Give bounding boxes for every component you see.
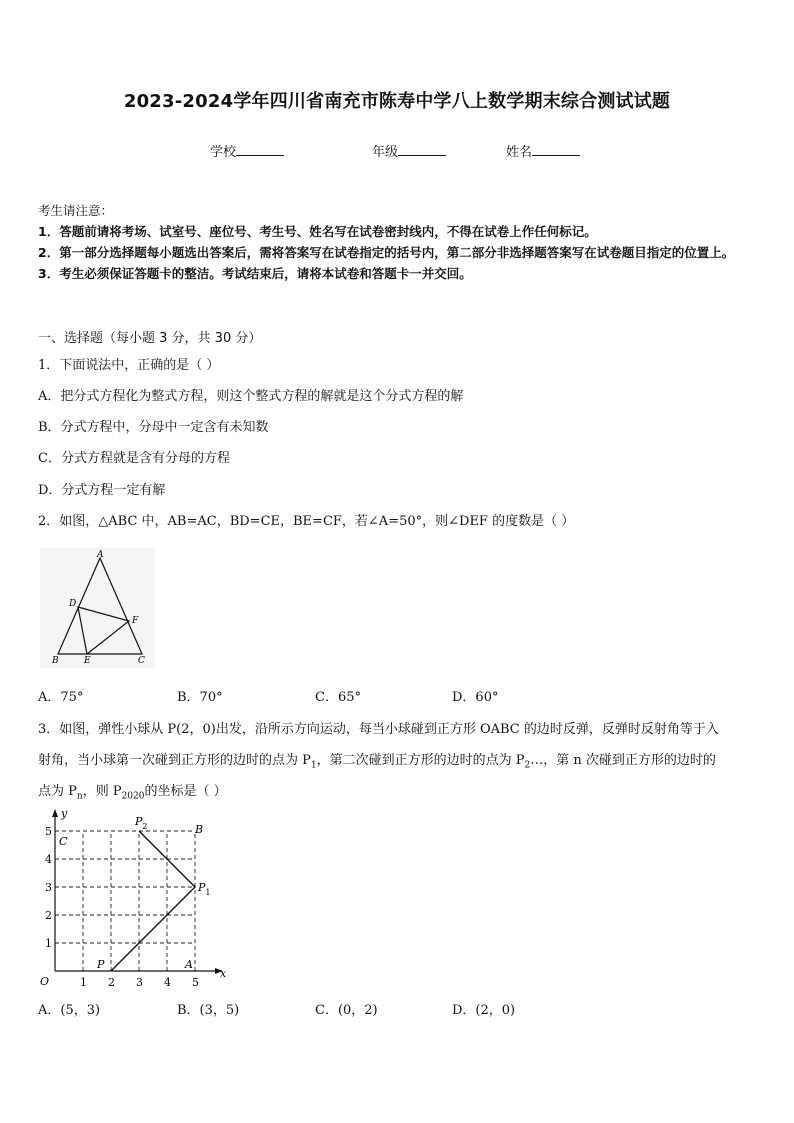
label-a: A	[97, 550, 104, 560]
q1-option-b[interactable]: B．分式方程中，分母中一定含有未知数	[38, 420, 269, 435]
y-axis-label: y	[61, 807, 68, 820]
q1-option-c[interactable]: C．分式方程就是含有分母的方程	[38, 451, 230, 466]
notice-block	[38, 200, 763, 284]
q2-option-d[interactable]: D．60°	[452, 690, 499, 705]
q3-option-c[interactable]: C．(0，2)	[315, 1003, 378, 1018]
q2-option-c[interactable]: C．65°	[315, 690, 361, 705]
ball-path	[111, 831, 195, 971]
point-c-label: C	[59, 835, 68, 848]
grade-label: 年级	[372, 145, 399, 160]
origin-label: O	[40, 975, 50, 988]
label-d: D	[69, 599, 77, 609]
notice-heading: 考生请注意：	[38, 203, 114, 218]
label-c: C	[138, 656, 145, 666]
y-tick-1: 1	[45, 937, 52, 950]
x-tick-3: 3	[136, 976, 143, 989]
q2-option-a[interactable]: A．75°	[38, 690, 84, 705]
label-b: B	[52, 656, 59, 666]
grid-lines	[55, 831, 195, 971]
label-f: F	[132, 616, 139, 626]
q1-option-d[interactable]: D．分式方程一定有解	[38, 483, 166, 498]
q1-stem: 1．下面说法中，正确的是（ ）	[38, 358, 220, 373]
q3-stem-line3: 点为 $P_n$，则 $P_{2020}$的坐标是（ ）	[38, 784, 227, 802]
school-label: 学校	[210, 145, 237, 160]
y-axis-arrow-icon	[52, 809, 58, 817]
name-label: 姓名	[506, 145, 533, 160]
y-tick-5: 5	[45, 825, 52, 838]
q1-option-a[interactable]: A．把分式方程化为整式方程，则这个整式方程的解就是这个分式方程的解	[38, 389, 464, 404]
x-tick-5: 5	[192, 976, 199, 989]
point-p2-label: $P_2$	[135, 815, 148, 831]
q2-stem: 2．如图，△ABC 中，AB=AC，BD=CE，BE=CF，若∠A=50°，则∠DEF 的度数是（ ）	[38, 514, 575, 529]
q3-stem-line2: 射角，当小球第一次碰到正方形的边时的点为 $P_1$，第二次碰到正方形的边时的点为 $P_2\dots$，第 n 次碰到正方形的边时的	[38, 753, 716, 771]
y-tick-4: 4	[45, 853, 52, 866]
point-b-label: B	[195, 823, 204, 836]
school-field[interactable]	[210, 141, 284, 160]
q3-option-d[interactable]: D．(2，0)	[452, 1003, 516, 1018]
notice-item-1: 1．答题前请将考场、试室号、座位号、考生号、姓名写在试卷密封线内，不得在试卷上作任何标记。	[38, 224, 597, 239]
page-title: 2023-2024学年四川省南充市陈寿中学八上数学期末综合测试试题	[123, 91, 671, 112]
notice-item-3: 3．考生必须保证答题卡的整洁。考试结束后，请将本试卷和答题卡一并交回。	[38, 266, 472, 281]
section-heading: 一、选择题（每小题 3 分，共 30 分）	[38, 331, 262, 346]
q3-option-b[interactable]: B．(3，5)	[177, 1003, 240, 1018]
label-e: E	[84, 656, 91, 666]
y-tick-2: 2	[45, 909, 52, 922]
x-tick-4: 4	[164, 976, 171, 989]
figure-background	[40, 548, 155, 668]
q3-option-a[interactable]: A．(5，3)	[38, 1003, 101, 1018]
x-tick-1: 1	[80, 976, 87, 989]
point-p1-label: $P_1$	[198, 881, 211, 897]
grade-field[interactable]	[372, 141, 446, 160]
name-field[interactable]	[506, 141, 580, 160]
q3-stem-line1: 3．如图，弹性小球从 P(2，0)出发，沿所示方向运动，每当小球碰到正方形 OABC 的边时反弹，反弹时反射角等于入	[38, 722, 719, 737]
q2-triangle-figure	[40, 548, 155, 668]
x-tick-2: 2	[108, 976, 115, 989]
q2-option-b[interactable]: B．70°	[177, 690, 223, 705]
notice-item-2: 2．第一部分选择题每小题选出答案后，需将答案写在试卷指定的括号内，第二部分非选择题答案写在试卷题目指定的位置上。	[38, 245, 735, 260]
point-p-label: P	[97, 958, 105, 971]
q3-grid-figure	[35, 805, 235, 995]
y-tick-3: 3	[45, 881, 52, 894]
point-a-label: A	[185, 958, 193, 971]
x-axis-label: x	[220, 967, 227, 980]
